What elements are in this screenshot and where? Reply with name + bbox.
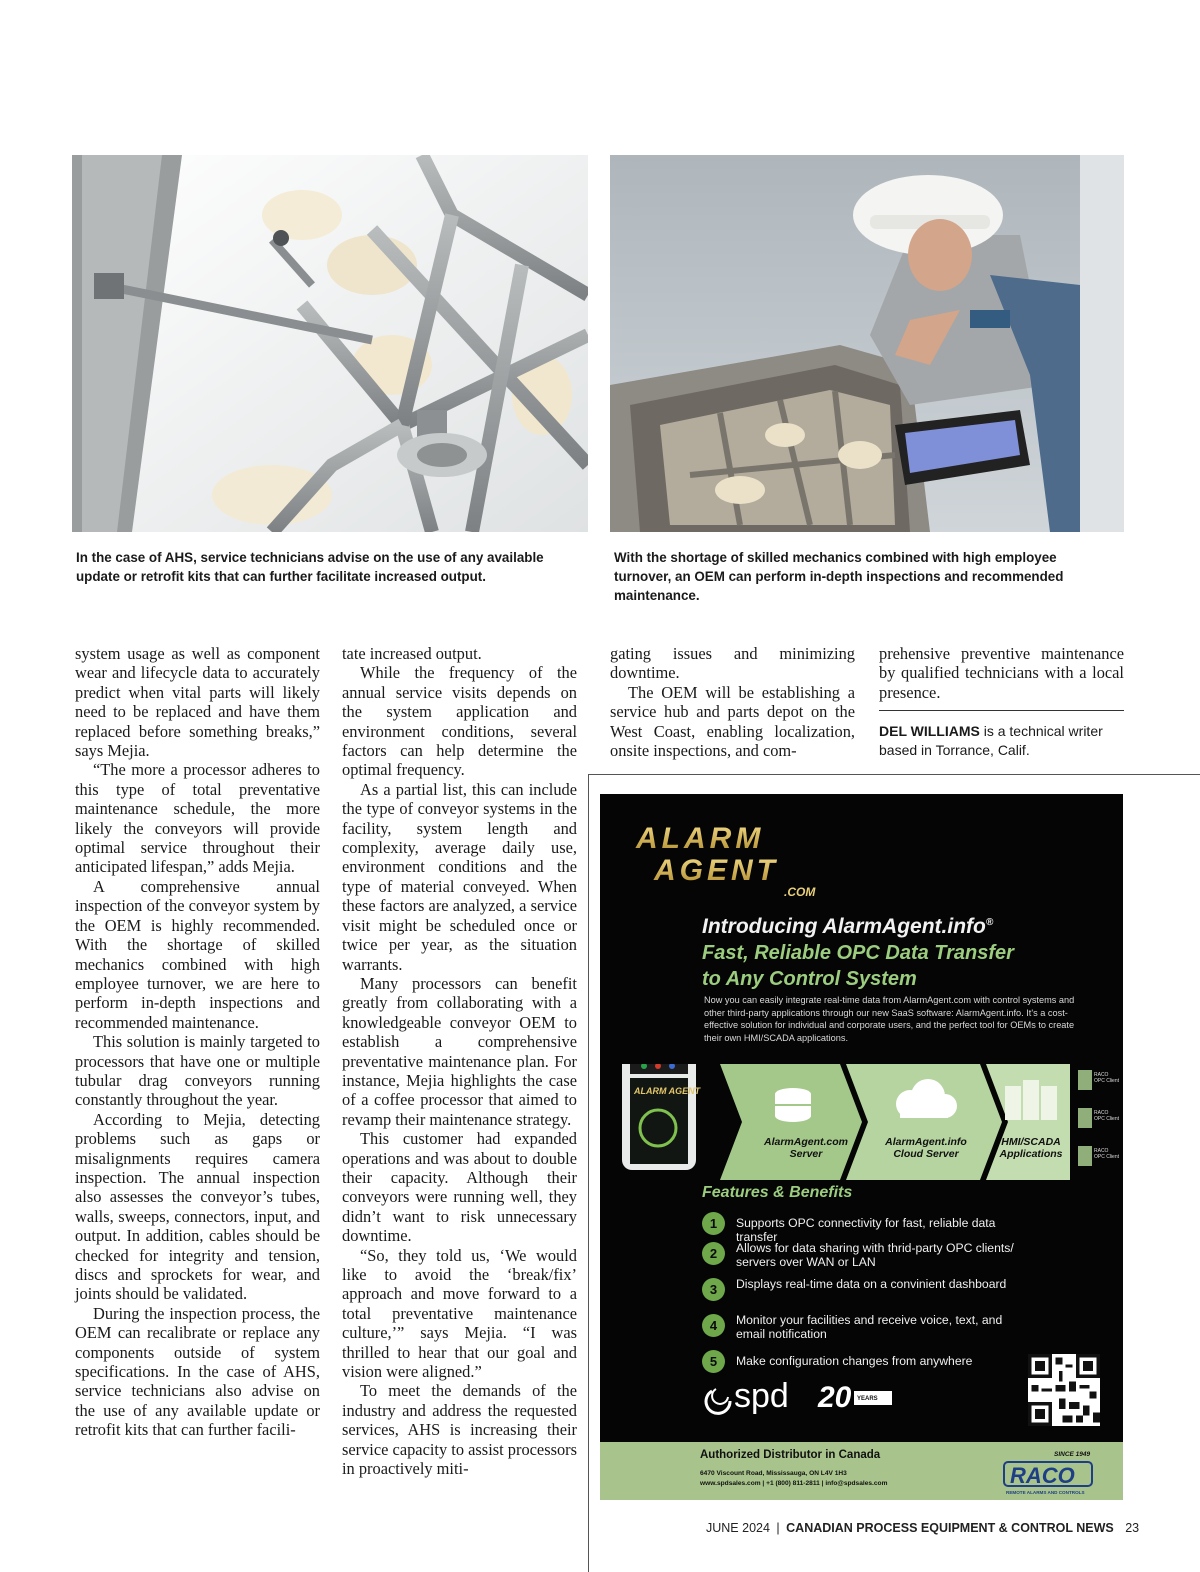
article-column-1 (75, 644, 320, 1440)
raco-wordmark: RACO (1010, 1463, 1075, 1488)
paragraph: “So, they told us, ‘We would like to avoid the ‘break/fix’ approach and move forward to a total preventative maintenance culture,’” says Mejia. “I was thrilled to hear that our goal and vision were aligned.” (342, 1245, 577, 1382)
opc-client-label: RACO (1094, 1110, 1109, 1116)
logo-agent: AGENT (654, 854, 779, 887)
distributor-address: 6470 Viscount Road, Mississauga, ON L4V 1H3 www.spdsales.com | +1 (800) 811-2811 | info@spdsales.com (700, 1470, 888, 1487)
feature-number: 1 (702, 1212, 725, 1235)
feature-item: 4 Monitor your facilities and receive voice, text, and email notification (702, 1314, 1032, 1350)
logo-alarm: ALARM (636, 822, 765, 855)
article-column-4 (879, 644, 1124, 702)
logo-com: .COM (784, 885, 816, 898)
photo-caption-right: With the shortage of skilled mechanics combined with high employee turnover, an OEM can perform in-depth inspections and recommended maintenance. (614, 550, 1064, 603)
spd-logo (700, 1369, 900, 1419)
feature-number: 4 (702, 1314, 725, 1337)
ad-footer (600, 1442, 1123, 1500)
raco-logo (1002, 1458, 1094, 1496)
author-bio-text: is a technical writer based in Torrance, Calif. (879, 723, 1103, 758)
paragraph: “The more a processor adheres to this type of total preventative maintenance schedule, the more likely the conveyors will provide optimal service throughout their anticipated lifespan,” adds Mejia. (75, 760, 320, 877)
spd-20: 20 (818, 1381, 852, 1414)
issue-date: JUNE 2024 (706, 1521, 770, 1535)
ad-frame-top (588, 774, 1200, 775)
page-number: 23 (1125, 1521, 1140, 1535)
paragraph: A comprehensive annual inspection of the conveyor system by the OEM is highly recommended. With the shortage of skilled mechanics combined with high employee turnover, we are here to perform in-depth inspections and recommended maintenance. (75, 876, 320, 1032)
photo-technician-inspection (610, 155, 1124, 532)
raco-tagline: REMOTE ALARMS AND CONTROLS (1006, 1490, 1085, 1495)
author-name: DEL WILLIAMS (879, 723, 980, 739)
distributor-line: Authorized Distributor in Canada (700, 1449, 881, 1461)
alarmagent-advertisement[interactable] (600, 794, 1123, 1500)
feature-number: 5 (702, 1350, 725, 1373)
paragraph: Many processors can benefit greatly from collaborating with a knowledgeable conveyor OEM to establish a comprehensive preventative maintenance plan. For instance, Mejia highlights the case of a coffee processor that aimed to revamp their maintenance strategy. (342, 973, 577, 1129)
registered-mark: ® (985, 917, 994, 928)
page-folio (706, 1521, 1140, 1535)
band-label-hmi: HMI/SCADA Applications (999, 1136, 1063, 1160)
article-column-2 (342, 644, 577, 1478)
ad-headline (702, 910, 1102, 992)
opc-client-label: OPC Client (1094, 1078, 1120, 1084)
features-list (702, 1212, 1032, 1380)
band-label-cloud: AlarmAgent.info Cloud Server (885, 1136, 967, 1160)
paragraph: During the inspection process, the OEM can recalibrate or replace any components outside of system specifications. In the case of AHS, service technicians also advise on the use of any available update or retrofit kits that can further facili- (75, 1303, 320, 1440)
paragraph: To meet the demands of the industry and address the requested services, AHS is increasing their service capacity to assist processors in proactively miti- (342, 1381, 577, 1479)
qr-code[interactable] (1028, 1354, 1100, 1426)
band-label-server: AlarmAgent.com Server (763, 1136, 848, 1160)
feature-number: 3 (702, 1278, 725, 1301)
server-rack-icon (1005, 1080, 1057, 1120)
ad-frame-left (588, 774, 589, 1572)
database-icon (775, 1088, 811, 1122)
paragraph: According to Mejia, detecting problems such as gaps or misalignments requires camera inspection. The annual inspection also assesses the conveyor’s tubes, walls, sweeps, connectors, input, and output. In addition, cables should be checked for integrity and tension, discs and sprockets for wear, and joints should be validated. (75, 1109, 320, 1304)
feature-item: 1 Supports OPC connectivity for fast, reliable data transfer (702, 1212, 1032, 1242)
ad-intro-text: Now you can easily integrate real-time data from AlarmAgent.com with control systems and other third-party applications through our new SaaS software: AlarmAgent.info. It's a cost-effective solution for individual and corporate users, and the perfect tool for OEMs to create their own HMI/SCADA applications. (704, 995, 1075, 1043)
technician-illustration (610, 155, 1124, 532)
feature-number: 2 (702, 1242, 725, 1265)
paragraph: system usage as well as component wear and lifecycle data to accurately predict when vital parts will likely need to be replaced and have them replaced before something breaks,” says Mejia. (75, 644, 320, 761)
conveyor-grate-illustration (72, 155, 588, 532)
opc-client-label: RACO (1094, 1072, 1109, 1078)
photo-conveyor-grate (72, 155, 588, 532)
folio-separator: | (776, 1521, 780, 1535)
paragraph: This solution is mainly targeted to processors that have one or multiple tubular drag conveyors running constantly throughout the year. (75, 1032, 320, 1110)
features-title: Features & Benefits (702, 1184, 853, 1201)
data-flow-diagram (600, 1064, 1123, 1184)
author-bio (879, 722, 1124, 760)
raco-since: SINCE 1949 (1054, 1451, 1091, 1458)
opc-client-label: OPC Client (1094, 1154, 1120, 1160)
ad-headline-3: to Any Control System (702, 968, 917, 990)
ad-headline-2: Fast, Reliable OPC Data Transfer (702, 942, 1014, 964)
photo-caption-left: In the case of AHS, service technicians advise on the use of any available update or retrofit kits that can further facilitate increased output. (76, 550, 544, 584)
paragraph: The OEM will be establishing a service hub and parts depot on the West Coast, enabling localization, onsite inspections, and com- (610, 682, 855, 761)
alarmagent-logo (634, 812, 854, 898)
publication-name: CANADIAN PROCESS EQUIPMENT & CONTROL NEWS (786, 1521, 1114, 1535)
spd-years: YEARS (857, 1396, 878, 1402)
ad-headline-1: Introducing AlarmAgent.info (702, 915, 986, 938)
paragraph: gating issues and minimizing downtime. (610, 644, 855, 683)
device-label: ALARM AGENT (634, 1086, 701, 1096)
feature-item: 2 Allows for data sharing with thrid-party OPC clients/ servers over WAN or LAN (702, 1242, 1032, 1278)
paragraph: tate increased output. (342, 644, 482, 663)
article-column-3 (610, 644, 855, 760)
spd-wordmark: spd (734, 1377, 789, 1415)
bio-divider (879, 710, 1124, 711)
feature-item: 3 Displays real-time data on a convinient dashboard (702, 1278, 1032, 1314)
feature-item: 5 Make configuration changes from anywhere (702, 1350, 1032, 1380)
paragraph: While the frequency of the annual service visits depends on the system application and environment conditions, several factors can help determine the optimal frequency. (342, 663, 577, 780)
opc-client-label: OPC Client (1094, 1116, 1120, 1122)
paragraph: prehensive preventive maintenance by qualified technicians with a local presence. (879, 644, 1124, 702)
opc-client-label: RACO (1094, 1148, 1109, 1154)
opc-client-icons (1078, 1070, 1120, 1166)
paragraph: This customer had expanded operations and was about to double their capacity. Although their conveyors were running well, they didn’t want to risk unnecessary downtime. (342, 1129, 577, 1246)
paragraph: As a partial list, this can include the type of conveyor systems in the facility, system length and complexity, average daily use, environment conditions and the type of material conveyed. When these factors are analyzed, a service visit might be scheduled once or twice per year, as the situation warrants. (342, 779, 577, 974)
